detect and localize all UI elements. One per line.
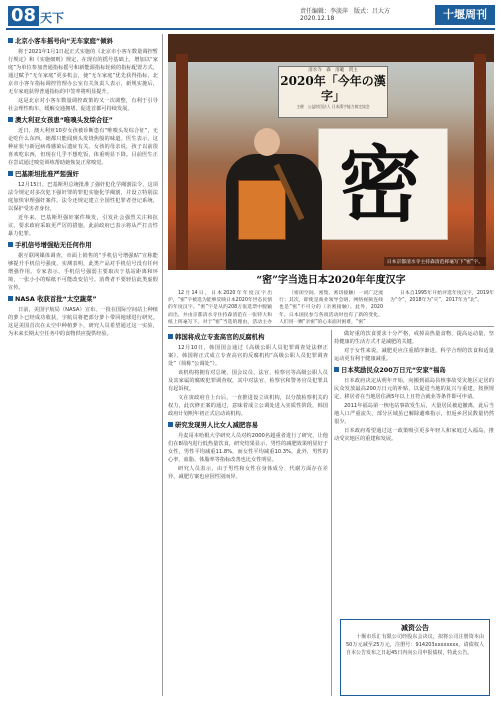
- signboard-top-line: 清水寺 森 清範 貫主: [308, 68, 358, 73]
- calligraphy-paper: [318, 128, 448, 240]
- article-paragraph: 文在寅政府自上台后，一直推进设立该机构，以分散检察机关的权力，此次修正案的通过，意味着成立公调处进入实质性阶段，韩国政府计划明年初正式启动该机构。: [168, 395, 328, 417]
- article-headline: [8, 241, 158, 250]
- article-paragraph: 丹麦哥本哈根大学研究人员对约2000名超重者进行了研究，让他们在8周内进行低热量饮食，研究结果显示，男性的减肥效果明显好于女性，男性平均减重11.8%，而女性平均减重10.3%。此外，男性的心率、血脂、体脂率等指标改善也比女性明显。: [168, 433, 328, 463]
- page-number: 08: [8, 6, 39, 26]
- signboard-subtitle: 主催 公益財団法人 日本漢字能力検定協会: [296, 104, 370, 109]
- headline-square-icon: [8, 38, 13, 43]
- headline-text: 日本奖励民众200万日元“安家”福岛: [341, 366, 446, 374]
- article-paragraph: 2011年福岛第一核电站事故发生后，大量居民被迫撤离，此后当地人口严重流失，部分区域虽已解除避难指示，但返乡居民数量仍然很少。: [334, 403, 494, 425]
- page-header: [0, 0, 501, 30]
- headline-text: 北京小客车摇号向“无车家庭”倾斜: [15, 37, 113, 45]
- article-headline: [168, 421, 328, 430]
- headline-square-icon: [168, 422, 173, 427]
- article-paragraph: 研究人员表示，由于男性和女性在身体成分、代谢方面存在差异，减肥方案也应因性别而异。: [168, 466, 328, 480]
- column-divider: [162, 34, 163, 696]
- monk-head: [254, 128, 280, 156]
- headline-square-icon: [334, 367, 339, 372]
- article-paragraph: 近年来，巴基斯坦强奸案件频发，引发社会强烈关注和抗议，要求政府采取更严厉的措施。此前政府已表示将从严打击性暴力犯罪。: [8, 215, 158, 237]
- article-headline: [334, 366, 494, 375]
- article-paragraph: 这是北京对小客车数量调控政策的又一次调整，有利于引导社会理性购车，缓解交通拥堵，促进首都可持续发展。: [8, 98, 158, 112]
- temple-beam: [168, 34, 494, 62]
- headline-text: 研究发现男人比女人减肥容易: [175, 421, 259, 429]
- section-rule: [168, 326, 494, 327]
- article-headline: [168, 333, 328, 342]
- headline-square-icon: [8, 242, 13, 247]
- news-photo: [168, 34, 494, 270]
- section-title: 天下: [40, 11, 65, 25]
- monk-kesa: [238, 180, 286, 240]
- article-paragraph: 日本政府决定从明年开始，向搬到福岛县核事故受灾地区定居的民众发放最高200万日元的补贴，以促进当地的复兴与重建。按照规定，移居者在当地居住满5年以上且符合就业等条件即可申请。: [334, 378, 494, 400]
- article-headline: [8, 116, 158, 125]
- article-paragraph: 12月10日，韩国国会通过《高级公职人员犯罪调查处法修正案》，韩国将正式成立专查高官的反腐机构“高级公职人员犯罪调查处”（简称“公调处”）。: [168, 345, 328, 367]
- article-paragraph: 日本政府希望通过这一政策吸引更多年轻人和家庭迁入福岛，推动受灾地区的重建和发展。: [334, 428, 494, 442]
- article-paragraph: 近日，澳大利亚10岁女孩被诊断患有“唯嗅头发综合征”，无论吃什么东西，她都只能闻到头发烧焦般的味道。医生表示，这种症状与新冠病毒感染后遗症有关。女孩的母亲说，孩子以前很喜欢吃东西，但现在几乎不想吃饭，体重明显下降。目前医生正在尝试通过嗅觉训练帮助她恢复正常嗅觉。: [8, 128, 158, 166]
- notice-body: 十堰市乐汇有限公司经股东会决议，拟将公司注册资本由50万元减至25万元，注册号：914203xxxxxxxx，请债权人自本公告发布之日起45日内向公司申报债权，特此公告。: [346, 634, 484, 656]
- feature-column: 12月14日，日本2020年年度汉字出炉，“密”字被选为能够反映日本2020年世态民情的年度汉字。“密”字是从约208万张选票中脱颖而出，并由京都清水寺住持森清范在一张特大和纸上挥毫写下。对于“密”当选的理由，活动主办: [168, 291, 272, 325]
- headline-text: NASA 收获首批“太空蔬菜”: [15, 295, 97, 303]
- left-column: [8, 34, 158, 696]
- headline-square-icon: [168, 334, 173, 339]
- article-paragraph: 日前，美国宇航局（NASA）宣布，一批在国际空间站上种植的萝卜已经成功收获，宇航员将把部分萝卜带回地球进行研究。这是美国首次在太空中种植萝卜，研究人员希望通过这一实验，为未来长期太空任务中的食物供应提供经验。: [8, 307, 158, 337]
- article-paragraph: 据互联网媒体调查，市面上销售的“手机信号增强贴”宣称能够提升手机信号强度，实测表明，此类产品对手机信号没有任何增强作用。专家表示，手机信号强弱主要取决于基站距离和环境，一张小小的贴纸不可能改变信号。消费者不要轻信此类虚假宣传。: [8, 253, 158, 291]
- headline-square-icon: [8, 296, 13, 301]
- masthead-logo: 十堰周刊: [435, 5, 495, 25]
- article-paragraph: 做好重的饮食要求十分严格，戒掉高热量食物，提高运动量，坚持健康的生活方式才是减肥的关键。: [334, 331, 494, 345]
- temple-pillar-right: [474, 54, 486, 270]
- issue-date: 2020.12.18: [300, 15, 335, 22]
- middle-column: [168, 330, 328, 696]
- feature-column: （密闭空间、密集、密切接触）一词广泛流行；其次，即使是商业领导会晤，网络视频连线也是“密”不可分的（亲密接触）。此外，2020年，日本国民参与各项活动时也有了新的变化，人们用一颗“亲密”的心来面对困难，“密”: [279, 291, 383, 325]
- article-headline: [8, 170, 158, 179]
- temple-pillar-left: [176, 54, 188, 270]
- monk-figure: [216, 122, 326, 270]
- column-divider: [331, 330, 332, 696]
- article-paragraph: 将于2021年1月1日起正式实施的《北京市小客车数量调控暂行规定》和《实施细则》规定，在现有的摇号基础上，增加以“家庭”为单位参加普通指标摇号和新能源指标轮候的指标配置方式，通过赋予“无车家庭”更多机会，使“无车家庭”优先获得指标，北京市小客车指标调控管理办公室有关负责人表示，新规实施后，无车家庭获得普通指标的中签率将明显提升。: [8, 49, 158, 95]
- article-paragraph: 对于女性来说，减肥更应注重循序渐进，科学合理的饮食和适量运动更有利于健康减重。: [334, 348, 494, 362]
- legal-notice-box: [340, 619, 490, 696]
- headline-text: 澳大利亚女孩患“唯嗅头发综合征”: [15, 116, 113, 124]
- header-rule: [6, 28, 495, 30]
- photo-caption: 日本京都清水寺主持森清范挥毫写下“密”字。: [384, 257, 486, 266]
- article-headline: [8, 295, 158, 304]
- calligraphy-kanji: 密: [339, 137, 422, 233]
- headline-text: 手机信号增强贴无任何作用: [15, 241, 92, 249]
- feature-article: [168, 274, 494, 326]
- article-paragraph: 该机构将拥有对总统、国会议员、法官、检察官等高级公职人员及其家属的腐败犯罪调查权，其中对法官、检察官和警务官员犯罪具有起诉权。: [168, 370, 328, 392]
- headline-square-icon: [8, 171, 13, 176]
- headline-text: 韩国将成立专查高官的反腐机构: [175, 333, 265, 341]
- article-paragraph: 12月15日，巴基斯坦总统批准了强奸犯化学阉割法令，这项法令规定对多次犯下强奸罪的罪犯实施化学阉割，并设立特别法庭加快审理强奸案件。法令还规定建立全国性犯罪者登记系统，以保护受害者身份。: [8, 182, 158, 212]
- headline-text: 巴基斯坦批准严惩强奸: [15, 170, 79, 178]
- notice-title: 减资公告: [401, 624, 429, 632]
- feature-column: 日本自1995年开始评选年度汉字，2019年为“令”，2018年为“灾”，2017年为“北”。: [390, 291, 494, 304]
- signboard-title: 2020年「今年の漢字」: [280, 74, 386, 103]
- headline-square-icon: [8, 117, 13, 122]
- feature-body: [168, 290, 494, 326]
- feature-headline: “密”字当选日本2020年年度汉字: [256, 275, 406, 286]
- editor-credits: 责任编辑：李淡萍 版式：吕大方: [300, 8, 391, 15]
- event-signboard: [278, 66, 388, 118]
- article-headline: [8, 37, 158, 46]
